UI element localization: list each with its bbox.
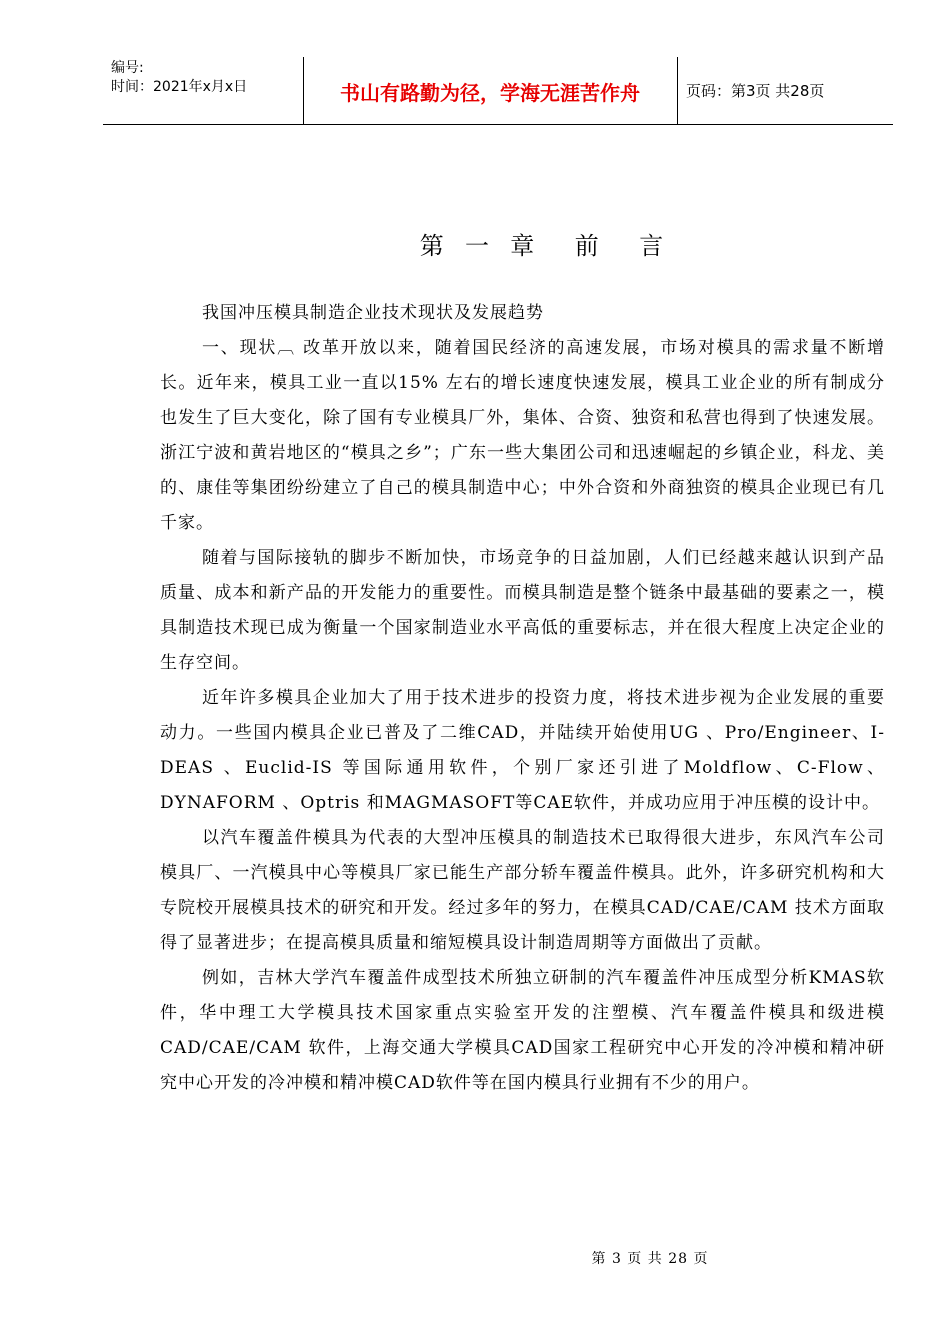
header-page-info: 页码：第3页 共28页 (686, 82, 825, 100)
body-paragraph: 近年许多模具企业加大了用于技术进步的投资力度，将技术进步视为企业发展的重要动力。一些国内模具企业已普及了二维CAD，并陆续开始使用UG 、Pro/Engineer、I-DEAS 、Euclid-IS 等国际通用软件，个别厂家还引进了Moldflow、C-Flow、DYNAFORM 、Optris 和MAGMASOFT等CAE软件，并成功应用于冲压模的设计中。 (160, 688, 885, 813)
header-motto: 书山有路勤为径，学海无涯苦作舟 (340, 81, 640, 105)
chapter-title: 第 一 章 前 言 (419, 232, 666, 260)
body-paragraph: 随着与国际接轨的脚步不断加快，市场竞争的日益加剧，人们已经越来越认识到产品质量、成本和新产品的开发能力的重要性。而模具制造是整个链条中最基础的要素之一，模具制造技术现已成为衡量一个国家制造业水平高低的重要标志，并在很大程度上决定企业的生存空间。 (160, 548, 885, 673)
page-footer: 第 3 页 共 28 页 (591, 1251, 709, 1267)
header-meta (111, 59, 247, 97)
body-paragraph: 例如，吉林大学汽车覆盖件成型技术所独立研制的汽车覆盖件冲压成型分析KMAS软件，华中理工大学模具技术国家重点实验室开发的注塑模、汽车覆盖件模具和级进模CAD/CAE/CAM 软件，上海交通大学模具CAD国家工程研究中心开发的冷冲模和精冲研究中心开发的冷冲模和精冲模CAD软件等在国内模具行业拥有不少的用户。 (160, 968, 885, 1093)
date-label: 时间：2021年x月x日 (111, 79, 248, 95)
page-header (103, 57, 893, 125)
body-paragraph: 一、现状︹ 改革开放以来，随着国民经济的高速发展，市场对模具的需求量不断增长。近年来，模具工业一直以15% 左右的增长速度快速发展，模具工业企业的所有制成分也发生了巨大变化，除了国有专业模具厂外，集体、合资、独资和私营也得到了快速发展。浙江宁波和黄岩地区的“模具之乡”；广东一些大集团公司和迅速崛起的乡镇企业，科龙、美的、康佳等集团纷纷建立了自己的模具制造中心；中外合资和外商独资的模具企业现已有几千家。 (160, 338, 885, 533)
document-body (160, 296, 885, 1101)
header-divider-right (677, 57, 678, 124)
section-heading: 我国冲压模具制造企业技术现状及发展趋势 (202, 303, 544, 323)
body-paragraph: 以汽车覆盖件模具为代表的大型冲压模具的制造技术已取得很大进步，东风汽车公司模具厂、一汽模具中心等模具厂家已能生产部分轿车覆盖件模具。此外，许多研究机构和大专院校开展模具技术的研究和开发。经过多年的努力，在模具CAD/CAE/CAM 技术方面取得了显著进步；在提高模具质量和缩短模具设计制造周期等方面做出了贡献。 (160, 828, 885, 953)
serial-number-label: 编号: (111, 60, 144, 76)
